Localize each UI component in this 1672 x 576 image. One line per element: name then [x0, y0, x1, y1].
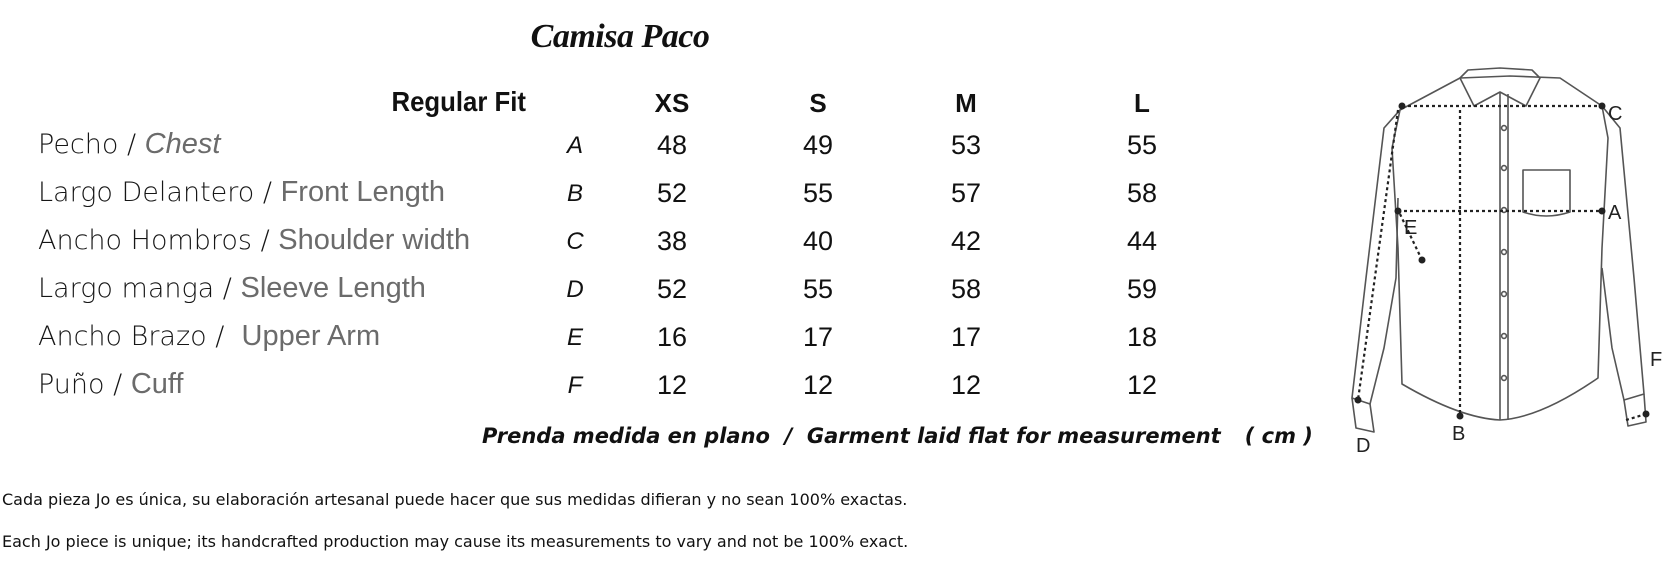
- value-l: 55: [1126, 130, 1158, 160]
- measurement-note-text: Prenda medida en plano / Garment laid flat for measurement: [482, 424, 1221, 448]
- measure-code: A: [566, 132, 583, 159]
- diagram-label-a: A: [1608, 202, 1622, 224]
- label-es: Puño /: [38, 369, 131, 400]
- sleeve-guide: [1358, 110, 1398, 400]
- value-m: 53: [950, 130, 982, 160]
- label-es: Ancho Brazo /: [38, 321, 242, 352]
- size-header-s: S: [809, 88, 827, 118]
- measure-code: F: [567, 372, 583, 399]
- diagram-label-d: D: [1356, 435, 1371, 457]
- value-l: 18: [1126, 322, 1158, 352]
- measurement-row-sleeve-length: [0, 272, 1200, 312]
- label-es: Pecho /: [38, 129, 145, 160]
- disclaimer-en: Each Jo piece is unique; its handcrafted production may cause its measurements to vary and not be 100% exact.: [2, 532, 909, 551]
- disclaimer-es: Cada pieza Jo es única, su elaboración artesanal puede hacer que sus medidas difieran y no sean 100% exactas.: [2, 490, 908, 509]
- value-m: 58: [950, 274, 982, 304]
- measure-code: C: [566, 228, 584, 255]
- row-label: [38, 368, 183, 401]
- value-xs: 16: [656, 322, 688, 352]
- value-l: 44: [1126, 226, 1158, 256]
- label-en: Cuff: [130, 368, 184, 400]
- measurement-row-front-length: [0, 176, 1200, 216]
- size-header-m: M: [955, 88, 977, 118]
- label-es: Largo Delantero /: [38, 177, 281, 208]
- value-xs: 48: [656, 130, 688, 160]
- fit-label: Regular Fit: [391, 86, 526, 117]
- value-xs: 12: [656, 370, 688, 400]
- label-en: Upper Arm: [241, 320, 381, 352]
- label-es: Largo manga /: [38, 273, 241, 304]
- row-label: [38, 224, 470, 257]
- label-en: Chest: [144, 128, 221, 160]
- measure-code: D: [566, 276, 584, 303]
- shirt-diagram: [1340, 48, 1670, 468]
- value-xs: 38: [656, 226, 688, 256]
- diagram-label-e: E: [1404, 217, 1418, 239]
- size-header-l: L: [1134, 88, 1150, 118]
- diagram-label-c: C: [1608, 103, 1623, 125]
- value-xs: 52: [656, 178, 688, 208]
- value-l: 59: [1126, 274, 1158, 304]
- value-m: 57: [950, 178, 982, 208]
- label-es: Ancho Hombros /: [38, 225, 279, 256]
- product-title: Camisa Paco: [530, 18, 710, 55]
- measure-code: E: [566, 324, 583, 351]
- value-s: 12: [802, 370, 834, 400]
- row-label: [38, 272, 426, 305]
- label-en: Front Length: [280, 176, 446, 208]
- size-header-xs: XS: [654, 88, 690, 118]
- row-label: [38, 176, 445, 209]
- diagram-label-b: B: [1452, 423, 1466, 445]
- shirt-illustration: [1340, 48, 1670, 468]
- value-m: 12: [950, 370, 982, 400]
- measurement-row-chest: [0, 128, 1200, 168]
- measurement-row-shoulder-width: [0, 224, 1200, 264]
- unit-label: ( cm ): [1244, 424, 1313, 448]
- value-l: 58: [1126, 178, 1158, 208]
- value-xs: 52: [656, 274, 688, 304]
- value-s: 17: [802, 322, 834, 352]
- measure-code: B: [566, 180, 583, 207]
- row-label: [38, 320, 380, 353]
- value-s: 55: [802, 178, 834, 208]
- value-s: 40: [802, 226, 834, 256]
- row-label: [38, 128, 220, 161]
- right-sleeve: [1602, 106, 1644, 400]
- measurement-row-upper-arm: [0, 320, 1200, 360]
- label-en: Shoulder width: [278, 224, 471, 256]
- value-s: 55: [802, 274, 834, 304]
- value-m: 17: [950, 322, 982, 352]
- shirt-pocket: [1523, 170, 1570, 216]
- value-m: 42: [950, 226, 982, 256]
- value-l: 12: [1126, 370, 1158, 400]
- label-en: Sleeve Length: [240, 272, 426, 304]
- measurement-row-cuff: [0, 368, 1200, 408]
- diagram-label-f: F: [1650, 349, 1663, 371]
- value-s: 49: [802, 130, 834, 160]
- measurement-note: [482, 424, 1313, 448]
